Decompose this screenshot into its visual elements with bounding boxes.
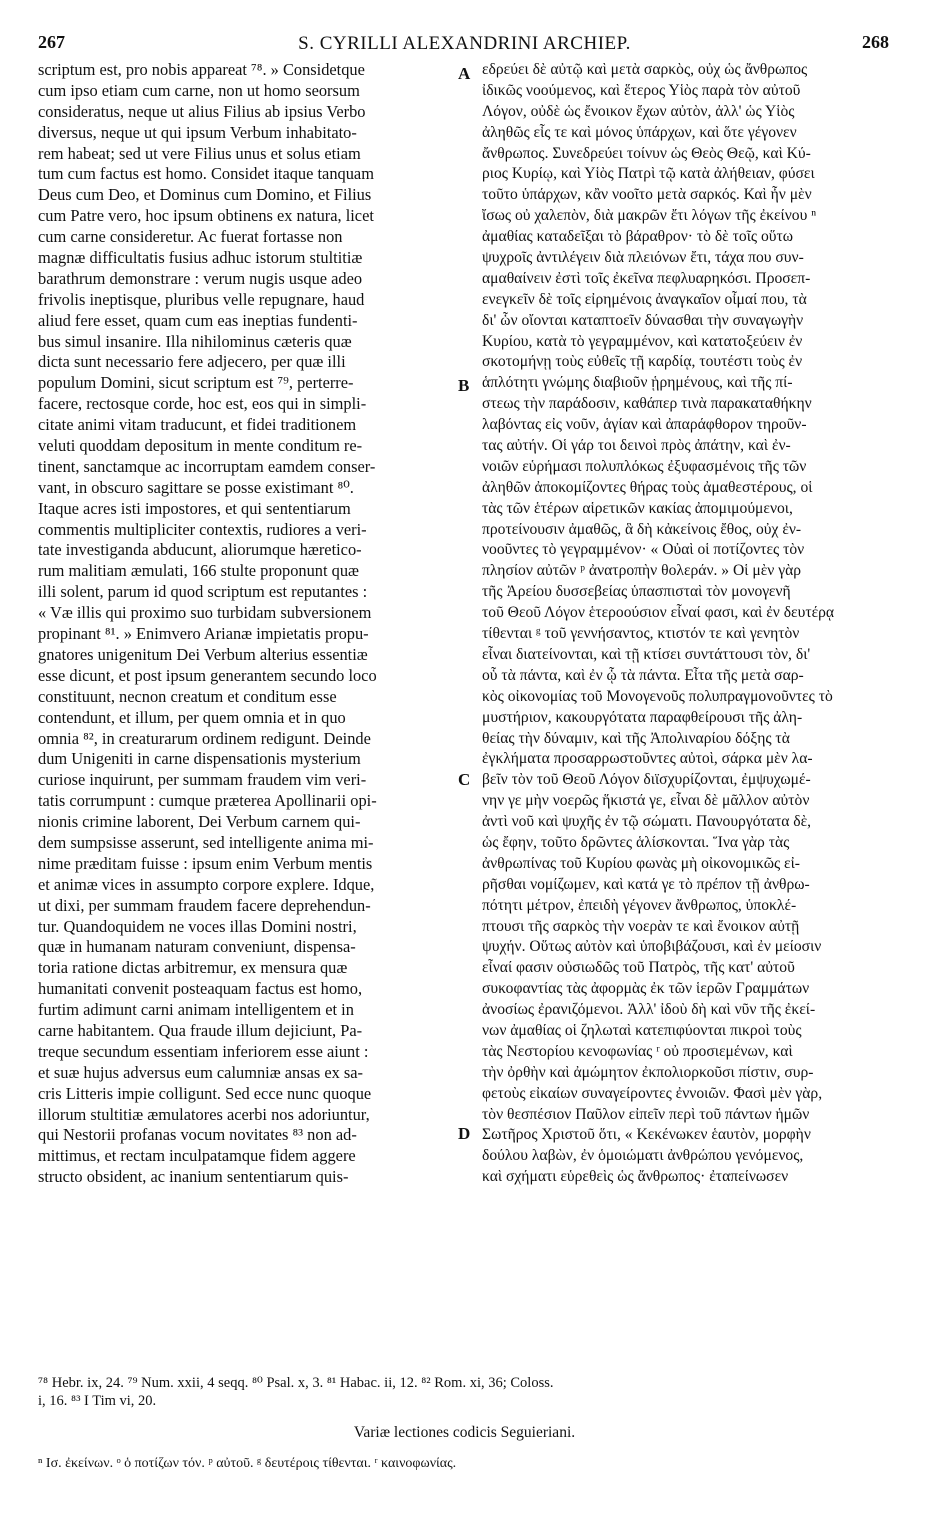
section-marker-a: A <box>458 64 471 83</box>
greek-text-line: στεως τὴν παράδοσιν, καθάπερ τινὰ παρακαταθήκην <box>482 395 812 413</box>
greek-text-line: τὰς τῶν ἑτέρων αἱρετικῶν κακίας ἀπομιμούμενοι, <box>482 499 793 517</box>
greek-text-line: τοῦτο ὑπάρχων, κἂν νοοῖτο μετὰ σαρκός. Καὶ ἦν μὲν <box>482 186 812 204</box>
latin-text-line: veluti quoddam depositum in mente conditum re- <box>38 436 363 456</box>
greek-text-line: τοῦ Θεοῦ Λόγον ἑτεροούσιον εἶναί φασι, καὶ ἐν δευτέρᾳ <box>482 604 835 622</box>
latin-text-line: tinent, sanctamque ac incorruptam eamdem conser- <box>38 456 376 476</box>
greek-text-line: τῆς Ἀρείου δυσσεβείας ὑπασπισταὶ τὸν μονογενῆ <box>482 583 791 601</box>
latin-text-line: commentis multipliciter contextis, rudiores a veri- <box>38 519 367 539</box>
latin-text-line: treque secundum essentiam inferiorem esse aiunt : <box>38 1041 369 1061</box>
greek-text-line: πότητι μέτρον, ἐπειδὴ γέγονεν ἄνθρωπος, ὑποκλέ- <box>482 896 797 914</box>
footnotes <box>38 1374 900 1410</box>
latin-text-line: cum Patre vero, hoc ipsum obtinens ex natura, licet <box>38 206 374 226</box>
latin-text-line: diversus, neque ut qui ipsum Verbum inhabitato- <box>38 122 357 142</box>
greek-text-line: ενεγκεῖν δὲ τοῖς εἰρημένοις ἀναγκαῖον οἶμαί που, τὰ <box>482 290 807 308</box>
greek-text-line: ἀμαθίας καταδεῖξαι τὸ βάραθρον· τὸ δὲ τοῖς οὕτω <box>482 228 794 246</box>
latin-text-line: bus simul insanire. Illa nihilominus cæteris quæ <box>38 331 352 351</box>
greek-text-line: θείας τὴν δύναμιν, καὶ τῆς Ἀπολιναρίου δόξης τὰ <box>482 729 790 747</box>
greek-text-line: λαβόντας εἰς νοῦν, ἁγίαν καὶ ἀπαράφθορον τηροῦν- <box>482 416 807 434</box>
latin-text-line: contendunt, et illum, per quem omnia et in quo <box>38 707 346 727</box>
greek-text-line: ἰδικῶς νοούμενος, καὶ ἕτερος Υἱὸς παρὰ τὸν αὐτοῦ <box>482 81 801 99</box>
greek-text-line: ἄνθρωπος. Συνεδρεύει τοίνυν ὡς Θεὸς Θεῷ, καὶ Κύ- <box>482 144 811 162</box>
latin-text-line: omnia ⁸², in creaturarum ordinem redigunt. Deinde <box>38 728 371 748</box>
latin-text-line: cum carne consideretur. Ac fuerat fortasse non <box>38 227 343 247</box>
latin-text-line: barathrum demonstrare : verum nugis usque adeo <box>38 268 363 288</box>
footnote-line: ⁷⁸ Hebr. ix, 24. ⁷⁹ Num. xxii, 4 seqq. ⁸⁰ Psal. x, 3. ⁸¹ Habac. ii, 12. ⁸² Rom. xi, 36; Coloss. <box>38 1375 554 1391</box>
greek-text-line: ἀνοσίως ἐρανιζόμενοι. Ἀλλ' ἰδοὺ δὴ καὶ νῦν τῆς ἐκεί- <box>482 1001 816 1019</box>
latin-text-line: cris Litteris impie colligunt. Sed ecce nunc quoque <box>38 1083 372 1103</box>
greek-text-line: ἀληθῶς εἷς τε καὶ μόνος ὑπάρχων, καὶ ὅτε γέγονεν <box>482 123 797 141</box>
greek-text-line: τὸν θεσπέσιον Παῦλον εἰπεῖν περὶ τοῦ πάντων ἡμῶν <box>482 1105 810 1123</box>
greek-column <box>482 60 900 1188</box>
greek-text-line: εἶναι διατείνονται, καὶ τῇ κτίσει συντάττουσι τὸν, δι' <box>482 645 811 663</box>
greek-text-line: πτουσι τῆς σαρκὸς τὴν νοερὰν τε καὶ ἔνοικον αὐτῇ <box>482 917 800 935</box>
latin-column <box>38 60 456 1188</box>
greek-text-line: ψυχροῖς ἀντιλέγειν διὰ πλειόνων ἔτι, τάχα που συν- <box>482 249 804 267</box>
greek-text-line: Κυρίου, κατὰ τὸ γεγραμμένον, καὶ κατατοξεύειν ἐν <box>482 332 803 350</box>
latin-text-line: et animæ vices in assumpto corpore explere. Idque, <box>38 874 375 894</box>
latin-text-line: tur. Quandoquidem ne voces illas Domini nostri, <box>38 916 357 936</box>
section-marker-b: B <box>458 376 470 395</box>
latin-text-line: tatis corrumpunt : cumque præterea Apollinarii opi- <box>38 791 377 811</box>
greek-text-line: μυστήριον, κακουργότατα παραφθείρουσι τῆς ἀλη- <box>482 708 803 726</box>
latin-text-line: vant, in obscuro sagittare se posse existimant ⁸⁰. <box>38 477 354 497</box>
greek-text-line: εἶναί φασιν οὐσιωδῶς τοῦ Πατρὸς, τῆς κατ' αὐτοῦ <box>482 959 795 977</box>
greek-text-line: πλησίον αὐτῶν ᵖ ἀνατροπὴν θολεράν. » Οἱ μὲν γὰρ <box>482 562 802 580</box>
latin-text-line: ut dixi, per summam fraudem facere deprehendun- <box>38 895 371 915</box>
greek-text-line: ἀντὶ νοῦ καὶ ψυχῆς ἐν τῷ σώματι. Πανουργότατα δὲ, <box>482 813 812 831</box>
latin-text-line: Itaque acres isti impostores, et qui sententiarum <box>38 498 351 518</box>
footnote-line: i, 16. ⁸³ I Tim vi, 20. <box>38 1393 157 1409</box>
latin-text-line: furtim adimunt carni animam intelligentem et in <box>38 1000 354 1020</box>
greek-text-line: τας αὐτήν. Οἱ γάρ τοι δεινοὶ πρὸς ἀπάτην, καὶ ἐν- <box>482 437 791 455</box>
latin-text-line: rem habeat; sed ut vere Filius unus et solus etiam <box>38 143 361 163</box>
greek-text-line: ἴσως οὐ χαλεπὸν, διὰ μακρῶν ἔτι λόγων τῆς ἐκείνου ⁿ <box>482 207 817 225</box>
latin-text-line: dicta sunt necessario fere adjecero, per quæ illi <box>38 352 346 372</box>
latin-text-line: frivolis ineptisque, pluribus velle repugnare, haud <box>38 289 365 309</box>
latin-text-line: et suæ hujus adversus eum calumniæ ansas ex sa- <box>38 1062 364 1082</box>
greek-text-line: σκοτομήνῃ τοὺς εὐθεῖς τῇ καρδίᾳ, τουτέστι τοὺς ἐν <box>482 353 803 371</box>
greek-text-line: νοιῶν εὑρήμασι πολυπλόκως ἐξυφασμένοις τῆς τῶν <box>482 457 807 475</box>
greek-text-line: Λόγον, οὐδὲ ὡς ἔνοικον ἔχων αὐτὸν, ἀλλ' ὡς Υἱὸς <box>482 102 795 120</box>
latin-text-line: mittimus, et rectam inculpatamque fidem aggere <box>38 1146 356 1166</box>
latin-text-line: curiose inquirunt, per summam fraudem vim veri- <box>38 770 367 790</box>
latin-text-line: consideratus, neque ut alius Filius ab ipsius Verbo <box>38 101 366 121</box>
greek-text-line: φετοὺς εἰκαίων συναγείροντες ἐννοιῶν. Φασὶ μὲν γὰρ, <box>482 1084 823 1102</box>
latin-text-line: toria ratione dictas arbitremur, ex mensura quæ <box>38 958 348 978</box>
latin-text-line: carne habitantem. Qua fraude illum dejiciunt, Pa- <box>38 1020 363 1040</box>
greek-text-line: τίθενται ᵍ τοῦ γεννήσαντος, κτιστόν τε καὶ γενητὸν <box>482 625 800 643</box>
page-number-right: 268 <box>862 32 889 52</box>
greek-text-line: ψυχήν. Οὕτως αὐτὸν καὶ ὑποβιβάζουσι, καὶ ἐν μείοσιν <box>482 938 822 956</box>
latin-text-line: citate animi vitam traducunt, et fidei traditionem <box>38 415 357 435</box>
greek-text-line: νην γε μὴν νοερῶς ἥκιστά γε, εἶναι δὲ μᾶλλον αὐτὸν <box>482 792 810 810</box>
variant-readings: ⁿ Ισ. ἐκείνων. ᵒ ὁ ποτίζων τόν. ᵖ αὐτοῦ. ᵍ δευτέροις τίθενται. ʳ καινοφωνίας. <box>38 1456 457 1471</box>
greek-text-line: Σωτῆρος Χριστοῦ ὅτι, « Κεκένωκεν ἑαυτὸν, μορφὴν <box>482 1126 811 1144</box>
greek-text-line: ἀνθρωπίνας τοῦ Κυρίου φωνὰς μὴ οἰκονομικῶς εἰ- <box>482 854 800 872</box>
greek-text-line: νων ἀμαθίας οἱ ζηλωταὶ κατεπιφύονται πικροὶ τοὺς <box>482 1021 802 1039</box>
latin-text-line: magnæ difficultatis fusius adhuc istorum stultitiæ <box>38 248 363 268</box>
greek-text-line: εδρεύει δὲ αὐτῷ καὶ μετὰ σαρκὸς, οὐχ ὡς ἄνθρωπος <box>482 61 808 78</box>
greek-text-line: συκοφαντίας τὰς ἀφορμὰς ἐκ τῶν ἱερῶν Γραμμάτων <box>482 980 810 998</box>
latin-text-line: Deus cum Deo, et Dominus cum Domino, et Filius <box>38 185 372 205</box>
greek-text-line: δι' ὧν οἴονται καταπτοεῖν δύνασθαι τὴν συναγωγὴν <box>482 311 804 329</box>
latin-text-line: cum ipso etiam cum carne, non ut homo seorsum <box>38 80 360 100</box>
latin-text-line: rum malitiam æmulati, 166 stulte proponunt quæ <box>38 561 359 581</box>
latin-text-line: dem sumpsisse asserunt, sed intelligente anima mi- <box>38 832 374 852</box>
latin-text-line: quæ in humanam naturam conveniunt, dispensa- <box>38 937 356 957</box>
latin-text-line: propinant ⁸¹. » Enimvero Arianæ impietatis propu- <box>38 624 369 644</box>
greek-text-line: ἁπλότητι γνώμης διαβιοῦν ᾑρημένους, καὶ τῆς πί- <box>482 374 793 392</box>
greek-text-line: καὶ σχήματι εὑρεθεὶς ὡς ἄνθρωπος· ἐταπείνωσεν <box>482 1168 789 1186</box>
latin-text-line: « Væ illis qui proximo suo turbidam subversionem <box>38 603 372 623</box>
latin-text-line: scriptum est, pro nobis appareat ⁷⁸. » Considetque <box>38 60 365 79</box>
greek-text-line: ὡς ἔφην, τοῦτο δρῶντες ἁλίσκονται. Ἵνα γὰρ τὰς <box>482 833 790 851</box>
latin-text-line: dum Unigeniti in carne dispensationis mysterium <box>38 749 361 769</box>
latin-text-line: nionis crimine laborent, Dei Verbum carnem qui- <box>38 812 361 832</box>
greek-text-line: κὸς οἰκονομίας τοῦ Μονογενοῦς πολυπραγμονοῦντες τὸ <box>482 687 833 705</box>
greek-text-line: ρῆσθαι νομίζωμεν, καὶ κατά γε τὸ πρέπον τῇ ἀνθρω- <box>482 875 810 893</box>
latin-text-line: nime præditam fuisse : ipsum enim Verbum mentis <box>38 853 373 873</box>
page-number-left: 267 <box>38 32 65 52</box>
variant-readings-title: Variæ lectiones codicis Seguieriani. <box>353 1424 576 1441</box>
running-title: S. CYRILLI ALEXANDRINI ARCHIEP. <box>298 33 631 54</box>
latin-text-line: illi solent, parum id quod scriptum est reputantes : <box>38 582 368 602</box>
greek-text-line: δούλου λαβὼν, ἐν ὁμοιώματι ἀνθρώπου γενόμενος, <box>482 1147 804 1165</box>
greek-text-line: οὗ τὰ πάντα, καὶ ἐν ᾧ τὰ πάντα. Εἶτα τῆς μετὰ σαρ- <box>482 666 804 684</box>
latin-text-line: facere, rectosque corde, hoc est, eos qui in simpli- <box>38 394 367 414</box>
latin-text-line: tate investiganda abducunt, aliorumque hæretico- <box>38 540 362 560</box>
latin-text-line: populum Domini, sicut scriptum est ⁷⁹, perterre- <box>38 373 354 393</box>
greek-text-line: ἀληθῶν ἀποκομίζοντες θήρας τοὺς ἀμαθεστέρους, οἱ <box>482 478 813 496</box>
section-marker-d: D <box>458 1124 471 1143</box>
greek-text-line: αμαθαίνειν ἐστὶ τοῖς ἐκεῖνα πεφλυαρηκόσι. Προσεπ- <box>482 269 811 287</box>
latin-text-line: structo obsident, ac inanium sententiarum quis- <box>38 1167 349 1187</box>
latin-text-line: tum cum factus est homo. Considet itaque tanquam <box>38 164 374 184</box>
greek-text-line: τὰς Νεστορίου κενοφωνίας ʳ οὐ προσιεμένων, καὶ <box>482 1042 793 1060</box>
latin-text-line: aliud fere esset, quam cum eas ineptias fundenti- <box>38 310 358 330</box>
latin-text-line: qui Nestorii profanas vocum novitates ⁸³ non ad- <box>38 1125 357 1145</box>
greek-text-line: προτείνουσιν ἀμαθῶς, ἃ δὴ κἀκείνοις ἔθος, οὐχ ἐν- <box>482 520 802 538</box>
latin-text-line: esse dicunt, et post ipsum generantem secundo loco <box>38 665 377 685</box>
latin-text-line: humanitati convenit posteaquam factus est homo, <box>38 979 363 999</box>
greek-text-line: ἐγκλήματα προσαρρωστοῦντες αὐτοὶ, σάρκα μὲν λα- <box>482 750 813 768</box>
page-header <box>0 0 929 60</box>
greek-text-line: βεῖν τὸν τοῦ Θεοῦ Λόγον διϊσχυρίζονται, ἐμψυχωμέ- <box>482 771 811 789</box>
latin-text-line: illorum stultitiæ æmulatores acerbi nos adoriuntur, <box>38 1104 370 1124</box>
section-marker-c: C <box>458 770 471 789</box>
greek-text-line: τὴν ὀρθὴν καὶ ἀμώμητον ἐκπολιορκοῦσι πίστιν, συρ- <box>482 1063 814 1081</box>
greek-text-line: νοοῦντες τὸ γεγραμμένον· « Οὐαὶ οἱ ποτίζοντες τὸν <box>482 541 805 559</box>
latin-text-line: constituunt, necnon creatum et conditum esse <box>38 686 337 706</box>
latin-text-line: gnatores unigenitum Dei Verbum alterius essentiæ <box>38 644 368 664</box>
greek-text-line: ριος Κυρίῳ, καὶ Υἱὸς Πατρὶ τῷ κατὰ ἀλήθειαν, φύσει <box>482 165 815 183</box>
